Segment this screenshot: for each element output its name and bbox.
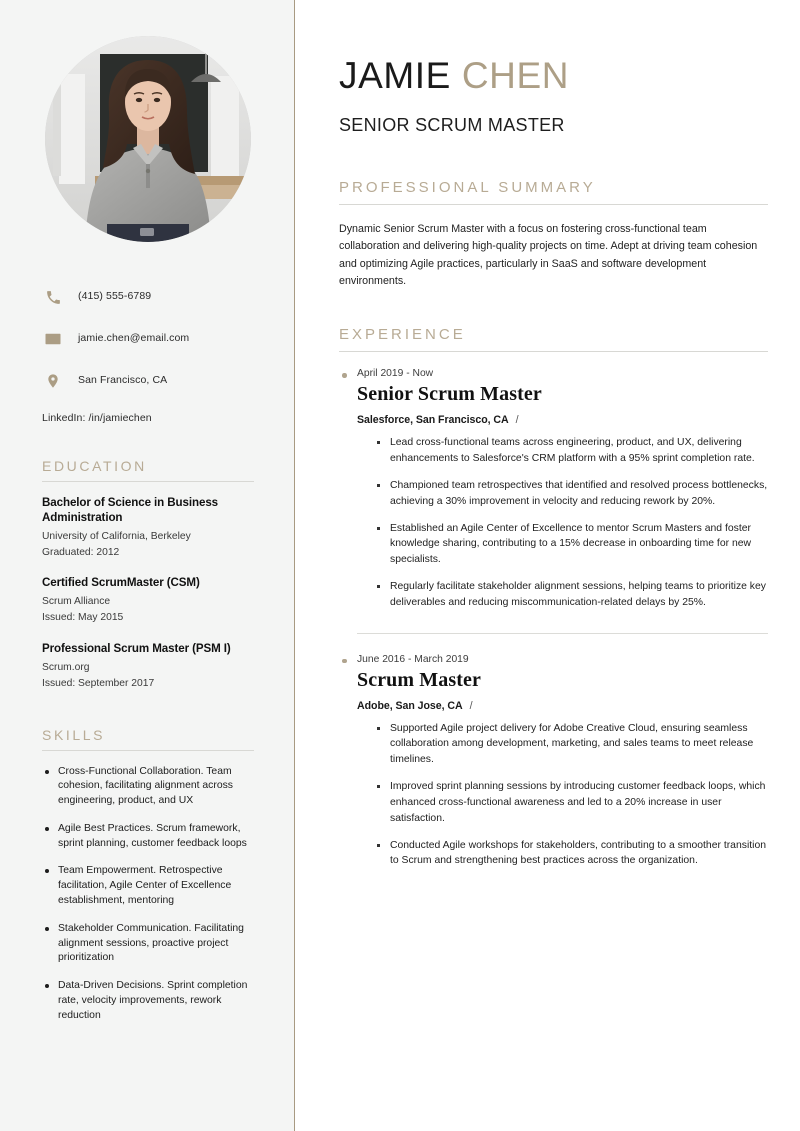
skills-list xyxy=(42,765,254,1024)
linkedin-value[interactable]: LinkedIn: /in/jamiechen xyxy=(42,412,152,424)
education-item xyxy=(42,576,254,625)
contact-list xyxy=(42,286,254,424)
experience-separator: / xyxy=(515,414,519,427)
education-item xyxy=(42,642,254,691)
education-degree: Professional Scrum Master (PSM I) xyxy=(42,642,231,656)
headline-job-title: SENIOR SCRUM MASTER xyxy=(339,115,565,135)
list-item: Cross-Functional Collaboration. Team cohesion, facilitating alignment across engineering, product, and UX xyxy=(42,765,254,809)
experience-rule xyxy=(339,351,768,352)
phone-value: (415) 555-6789 xyxy=(78,290,152,303)
education-school: Scrum.org xyxy=(42,661,90,673)
experience-entry xyxy=(339,654,768,870)
envelope-icon xyxy=(42,328,64,350)
summary-rule xyxy=(339,204,768,205)
experience-divider xyxy=(357,633,768,634)
page-title xyxy=(339,57,768,94)
list-item: Stakeholder Communication. Facilitating alignment sessions, proactive project prioritization xyxy=(42,922,254,966)
summary-text: Dynamic Senior Scrum Master with a focus on fostering cross-functional team collaboration and delivering high-quality projects on time. Adept at driving team cohesion and optimizing Agile practices, particularly in SaaS and software development environments. xyxy=(339,223,758,287)
sidebar xyxy=(0,0,295,1131)
main-content xyxy=(295,0,800,1131)
contact-phone[interactable] xyxy=(42,286,254,308)
list-item: Supported Agile project delivery for Adobe Creative Cloud, ensuring seamless collaboration among development, marketing, and sales teams to meet release timelines. xyxy=(377,721,768,768)
education-date: Issued: September 2017 xyxy=(42,677,155,689)
list-item: Established an Agile Center of Excellence to mentor Scrum Masters and foster knowledge sharing, contributing to a 15% decrease in onboarding time for new specialists. xyxy=(377,521,768,568)
education-school: University of California, Berkeley xyxy=(42,530,191,542)
experience-role: Scrum Master xyxy=(357,668,481,691)
education-date: Graduated: 2012 xyxy=(42,546,120,558)
education-degree: Certified ScrumMaster (CSM) xyxy=(42,576,200,590)
location-pin-icon xyxy=(42,370,64,392)
education-item xyxy=(42,496,254,559)
list-item: Agile Best Practices. Scrum framework, sprint planning, customer feedback loops xyxy=(42,822,254,852)
experience-heading: EXPERIENCE xyxy=(339,326,466,344)
avatar xyxy=(45,36,251,242)
list-item: Improved sprint planning sessions by introducing customer feedback loops, which enhanced cross-functional awareness and led to a 20% increase in user satisfaction. xyxy=(377,779,768,826)
skills-section xyxy=(42,727,254,1024)
contact-location[interactable] xyxy=(42,370,254,392)
list-item: Lead cross-functional teams across engineering, product, and UX, delivering enhancements to Salesforce's CRM platform with a 95% sprint completion rate. xyxy=(377,435,768,467)
list-item: Regularly facilitate stakeholder alignment sessions, helping teams to prioritize key deliverables and reducing miscommunication-related delays by 25%. xyxy=(377,579,768,611)
phone-icon xyxy=(42,286,64,308)
experience-section xyxy=(339,326,768,869)
first-name: JAMIE xyxy=(339,55,451,96)
list-item: Conducted Agile workshops for stakeholders, contributing to a smoother transition to Scrum and strengthening best practices across the organization. xyxy=(377,838,768,870)
education-school: Scrum Alliance xyxy=(42,596,111,608)
education-date: Issued: May 2015 xyxy=(42,612,124,624)
list-item: Data-Driven Decisions. Sprint completion rate, velocity improvements, rework reduction xyxy=(42,979,254,1023)
experience-bullets xyxy=(377,435,768,610)
portrait-photo xyxy=(45,36,251,242)
list-item: Championed team retrospectives that identified and resolved process bottlenecks, achieving a 30% improvement in velocity and reducing rework by 20%. xyxy=(377,478,768,510)
summary-heading: PROFESSIONAL SUMMARY xyxy=(339,179,596,196)
education-degree: Bachelor of Science in Business Administration xyxy=(42,496,219,524)
skills-heading: SKILLS xyxy=(42,726,106,743)
contact-email[interactable] xyxy=(42,328,254,350)
experience-date: April 2019 - Now xyxy=(339,368,768,379)
experience-role: Senior Scrum Master xyxy=(357,383,542,406)
education-section xyxy=(42,458,254,691)
summary-section xyxy=(339,179,768,290)
location-value: San Francisco, CA xyxy=(78,374,168,387)
experience-bullets xyxy=(377,721,768,870)
experience-company-name: Salesforce, San Francisco, CA xyxy=(357,414,509,427)
email-value: jamie.chen@email.com xyxy=(78,332,190,345)
experience-separator: / xyxy=(469,699,473,712)
education-rule xyxy=(42,481,254,482)
experience-date: June 2016 - March 2019 xyxy=(339,654,768,665)
list-item: Team Empowerment. Retrospective facilitation, Agile Center of Excellence establishment, mentoring xyxy=(42,864,254,908)
experience-entry xyxy=(339,368,768,610)
experience-company xyxy=(357,700,768,712)
experience-company xyxy=(357,414,768,426)
skills-rule xyxy=(42,750,254,751)
experience-company-name: Adobe, San Jose, CA xyxy=(357,699,463,712)
last-name: CHEN xyxy=(461,55,570,96)
education-heading: EDUCATION xyxy=(42,458,147,474)
